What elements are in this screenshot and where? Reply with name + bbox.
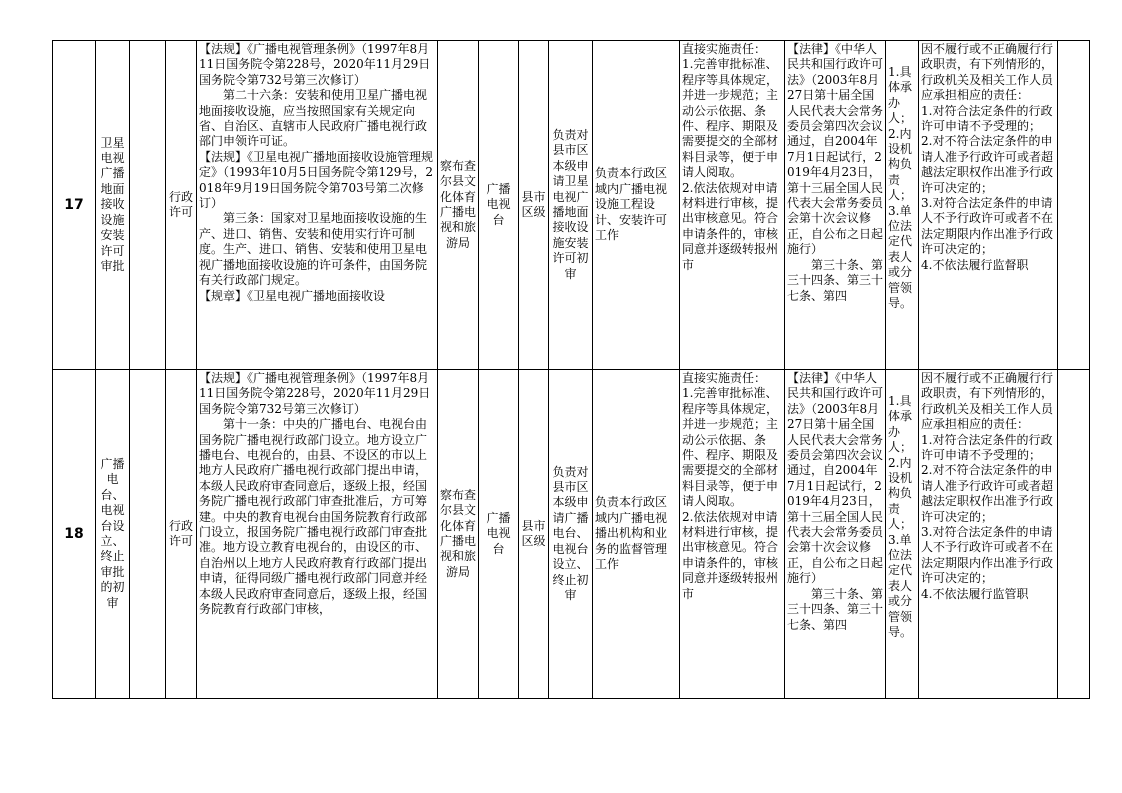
scope: 负责对县市区本级申请卫星电视广播地面接收设施安装许可初审 (552, 127, 589, 281)
responsibility (680, 41, 784, 369)
responsibility-line: 直接实施责任： (682, 371, 767, 385)
category: 行政许可 (168, 518, 193, 548)
level: 县市区级 (521, 518, 546, 548)
accountability-line: 4.不依法履行监督职 (921, 257, 1029, 272)
legal-basis (197, 370, 437, 698)
office: 广播电视台 (486, 510, 511, 556)
accountability-basis-line: 第三十条、第三十四条、第三十七条、第四 (787, 257, 884, 303)
basis-line: 第三条：国家对卫星地面接收设施的生产、进口、销售、安装和使用实行许可制度。生产、进口、销售、安装和使用卫星电视广播地面接收设施的许可条件，由国务院有关行政部门规定。 (199, 211, 428, 288)
accountability-line: 3.对符合法定条件的申请人不予行政许可或者不在法定期限内作出准予行政许可决定的； (921, 196, 1054, 257)
row-number: 17 (53, 41, 96, 370)
item-name: 卫星电视广播地面接收设施安装许可审批 (100, 135, 125, 273)
accountability-basis-line: 【法律】《中华人民共和国行政许可法》（2003年8月27日第十届全国人民代表大会常务委员会第四次会议通过，自2004年7月1日起试行，2019年4月23日，第十三届全国人民代表大会常务委员会第十次会议修正，自公布之日起施行） (787, 371, 884, 586)
row-number: 18 (53, 370, 96, 699)
remarks-cell (1058, 370, 1090, 699)
accountability-basis (785, 370, 885, 698)
accountability-basis (785, 41, 885, 369)
category: 行政许可 (168, 189, 193, 219)
duty: 负责本行政区域内广播电视播出机构和业务的监督管理工作 (595, 495, 668, 572)
responsibility-line: 直接实施责任： (682, 42, 767, 56)
office: 广播电视台 (486, 181, 511, 227)
accountability (919, 41, 1057, 369)
accountability-line: 4.不依法履行监管职 (921, 586, 1029, 601)
duty: 负责本行政区域内广播电视设施工程设计、安装许可工作 (595, 166, 668, 243)
responsibility-line: 2.依法依规对申请材料进行审核，提出审核意见。符合申请条件的，审核同意并逐级转报州市 (682, 509, 779, 601)
basis-line: 第二十六条：安装和使用卫星广播电视地面接收设施，应当按照国家有关规定向省、自治区、直辖市人民政府广播电视行政部门申领许可证。 (199, 88, 428, 149)
table-row (53, 41, 1090, 370)
basis-line: 【法规】《广播电视管理条例》（1997年8月11日国务院令第228号，2020年11月29日国务院令第732号第三次修订） (199, 42, 431, 87)
basis-line: 【法规】《广播电视管理条例》（1997年8月11日国务院令第228号，2020年11月29日国务院令第732号第三次修订） (199, 371, 431, 416)
accountability-basis-line: 【法律】《中华人民共和国行政许可法》（2003年8月27日第十届全国人民代表大会常务委员会第四次会议通过，自2004年7月1日起试行，2019年4月23日，第十三届全国人民代表大会常务委员会第十次会议修正，自公布之日起施行） (787, 42, 884, 257)
sub-item-cell (130, 370, 166, 699)
table-row (53, 370, 1090, 699)
agency: 察布查尔县文化体育广播电视和旅游局 (440, 158, 477, 250)
basis-line: 第十一条：中央的广播电台、电视台由国务院广播电视行政部门设立。地方设立广播电台、电视台的，由县、不设区的市以上地方人民政府广播电视行政部门提出申请，本级人民政府审查同意后，逐级上报，经国务院广播电视行政部门审查批准后，方可筹建。中央的教育电视台由国务院教育行政部门设立，报国务院广播电视行政部门审查批准。地方设立教育电视台的，由设区的市、自治州以上地方人民政府教育行政部门提出申请，征得同级广播电视行政部门同意并经本级人民政府审查同意后，逐级上报，经国务院教育行政部门审核， (199, 417, 428, 617)
scope: 负责对县市区本级申请广播电台、电视台设立、终止初审 (552, 464, 589, 602)
legal-basis (197, 41, 437, 369)
responsible-persons: 1.具体承办人；2.内设机构负责人；3.单位法定代表人或分管领导。 (888, 65, 913, 311)
basis-line: 【规章】《卫星电视广播地面接收设 (199, 288, 386, 303)
accountability-line: 因不履行或不正确履行行政职责，有下列情形的，行政机关及相关工作人员应承担相应的责任： (921, 371, 1054, 432)
level: 县市区级 (521, 189, 546, 219)
responsibility-line: 1.完善审批标准、程序等具体规定，并进一步规范；主动公示依据、条件、程序、期限及需要提交的全部材料目录等，便于申请人阅取。 (682, 386, 779, 509)
accountability-line: 3.对符合法定条件的申请人不予行政许可或者不在法定期限内作出准予行政许可决定的； (921, 525, 1054, 586)
accountability-basis-line: 第三十条、第三十四条、第三十七条、第四 (787, 586, 884, 632)
accountability-line: 2.对不符合法定条件的申请人准予行政许可或者超越法定职权作出准予行政许可决定的； (921, 134, 1054, 195)
item-name: 广播电台、电视台设立、终止审批的初审 (100, 456, 125, 610)
agency: 察布查尔县文化体育广播电视和旅游局 (440, 487, 477, 579)
sub-item-cell (130, 41, 166, 370)
remarks-cell (1058, 41, 1090, 370)
accountability-line: 1.对符合法定条件的行政许可申请不予受理的； (921, 432, 1053, 463)
accountability-line: 1.对符合法定条件的行政许可申请不予受理的； (921, 103, 1053, 134)
responsibility (680, 370, 784, 698)
basis-line: 【法规】《卫星电视广播地面接收设施管理规定》（1993年10月5日国务院令第129号，2018年9月19日国务院令第703号第二次修订） (199, 149, 434, 211)
responsibility-line: 2.依法依规对申请材料进行审核，提出审核意见。符合申请条件的，审核同意并逐级转报州市 (682, 180, 779, 272)
accountability (919, 370, 1057, 698)
accountability-line: 因不履行或不正确履行行政职责，有下列情形的，行政机关及相关工作人员应承担相应的责任： (921, 42, 1054, 103)
responsibility-line: 1.完善审批标准、程序等具体规定，并进一步规范；主动公示依据、条件、程序、期限及需要提交的全部材料目录等，便于申请人阅取。 (682, 57, 779, 180)
responsible-persons: 1.具体承办人；2.内设机构负责人；3.单位法定代表人或分管领导。 (888, 394, 913, 640)
power-list-table (52, 40, 1090, 699)
accountability-line: 2.对不符合法定条件的申请人准予行政许可或者超越法定职权作出准予行政许可决定的； (921, 463, 1054, 524)
